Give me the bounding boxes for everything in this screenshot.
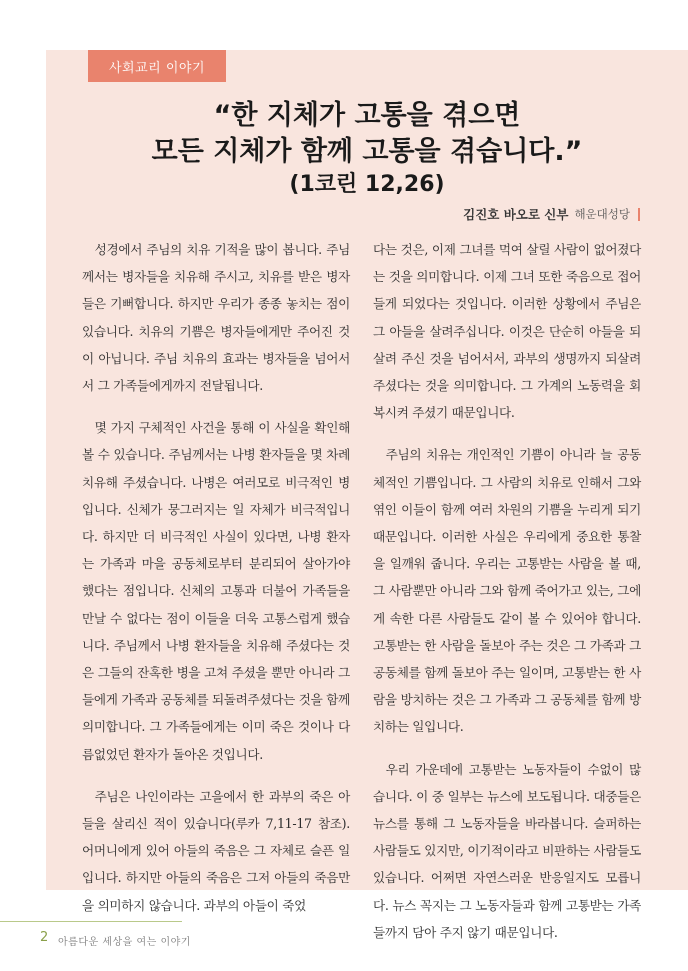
- section-tag: 사회교리 이야기: [88, 50, 226, 82]
- footer-divider: [0, 921, 182, 922]
- paragraph: 우리 가운데에 고통받는 노동자들이 수없이 많습니다. 이 중 일부는 뉴스에 보도됩니다. 대중들은 뉴스를 통해 그 노동자들을 바라봅니다. 슬퍼하는 사람들도 있지만, 이기적이라고 비판하는 사람들도 있습니다. 어쩌면 자연스러운 반응일지도 모릅니다. 뉴스 꼭지는 그 노동자들과 함께 고통받는 가족들까지 담아 주지 않기 때문입니다.: [373, 761, 641, 940]
- page-number: 2: [40, 930, 49, 945]
- paragraph: 성경에서 주님의 치유 기적을 많이 봅니다. 주님께서는 병자들을 치유해 주시고, 치유를 받은 병자들은 기뻐합니다. 하지만 우리가 종종 놓치는 점이 있습니다. 치유의 기쁨은 병자들에게만 주어진 것이 아닙니다. 주님 치유의 효과는 병자들을 넘어서서 그 가족들에게까지 전달됩니다.: [82, 242, 350, 394]
- paragraph: 주님은 나인이라는 고을에서 한 과부의 죽은 아들을 살리신 적이 있습니다(루카 7,11-17 참조). 어머니에게 있어 아들의 죽음은 그 자체로 슬픈 일입니다. 하지만 아들의 죽음은 그저 아들의 죽음만을 의미하지 않습니다. 과부의 아들이 죽었: [82, 788, 350, 913]
- author-parish: 해운대성당: [574, 207, 630, 221]
- author-name: 김진호 바오로 신부: [463, 207, 569, 222]
- title-line-1: “한 지체가 고통을 겪으면: [213, 100, 521, 131]
- publication-title: 아름다운 세상을 여는 이야기: [58, 937, 191, 948]
- byline-accent-bar: [638, 208, 640, 221]
- author-byline: [463, 205, 640, 223]
- title-reference: (1코린 12,26): [289, 172, 445, 197]
- paragraph: 몇 가지 구체적인 사건을 통해 이 사실을 확인해 볼 수 있습니다. 주님께서는 나병 환자들을 몇 차례 치유해 주셨습니다. 나병은 여러모로 비극적인 병입니다. 신체가 뭉그러지는 일 자체가 비극적입니다. 하지만 더 비극적인 사실이 있다면, 나병 환자는 가족과 마을 공동체로부터 분리되어 살아가야 했다는 점입니다. 신체의 고통과 더불어 가족들을 만날 수 없다는 점이 이들을 더욱 고통스럽게 했습니다. 주님께서 나병 환자들을 치유해 주셨다는 것은 그들의 잔혹한 병을 고쳐 주셨을 뿐만 아니라 그들에게 가족과 공동체를 되돌려주셨다는 것을 함께 의미합니다. 그 가족들에게는 이미 죽은 것이나 다름없었던 환자가 돌아온 것입니다.: [82, 420, 350, 762]
- paragraph: 주님의 치유는 개인적인 기쁨이 아니라 늘 공동체적인 기쁨입니다. 그 사람의 치유로 인해서 그와 엮인 이들이 함께 여러 차원의 기쁨을 누리게 되기 때문입니다. 이러한 사실은 우리에게 중요한 통찰을 일깨워 줍니다. 우리는 고통받는 사람을 볼 때, 그 사람뿐만 아니라 그와 함께 죽어가고 있는, 그에게 속한 다른 사람들도 같이 볼 수 있어야 합니다. 고통받는 한 사람을 돌보아 주는 것은 그 가족과 그 공동체를 함께 돌보아 주는 일이며, 고통받는 한 사람을 방치하는 것은 그 가족과 그 공동체를 함께 방치하는 일입니다.: [373, 447, 641, 735]
- right-column: [373, 236, 641, 961]
- paragraph-continued: 다는 것은, 이제 그녀를 먹여 살릴 사람이 없어졌다는 것을 의미합니다. 이제 그녀 또한 죽음으로 접어들게 되었다는 것입니다. 이러한 상황에서 주님은 그 아들을 살려주십니다. 이것은 단순히 아들을 되살려 주신 것을 넘어서서, 과부의 생명까지 되살려 주셨다는 것을 의미합니다. 그 가계의 노동력을 회복시켜 주셨기 때문입니다.: [373, 242, 641, 421]
- title-line-2: 모든 지체가 함께 고통을 겪습니다.”: [151, 136, 583, 167]
- article-title: [46, 98, 688, 200]
- left-column: [82, 236, 350, 934]
